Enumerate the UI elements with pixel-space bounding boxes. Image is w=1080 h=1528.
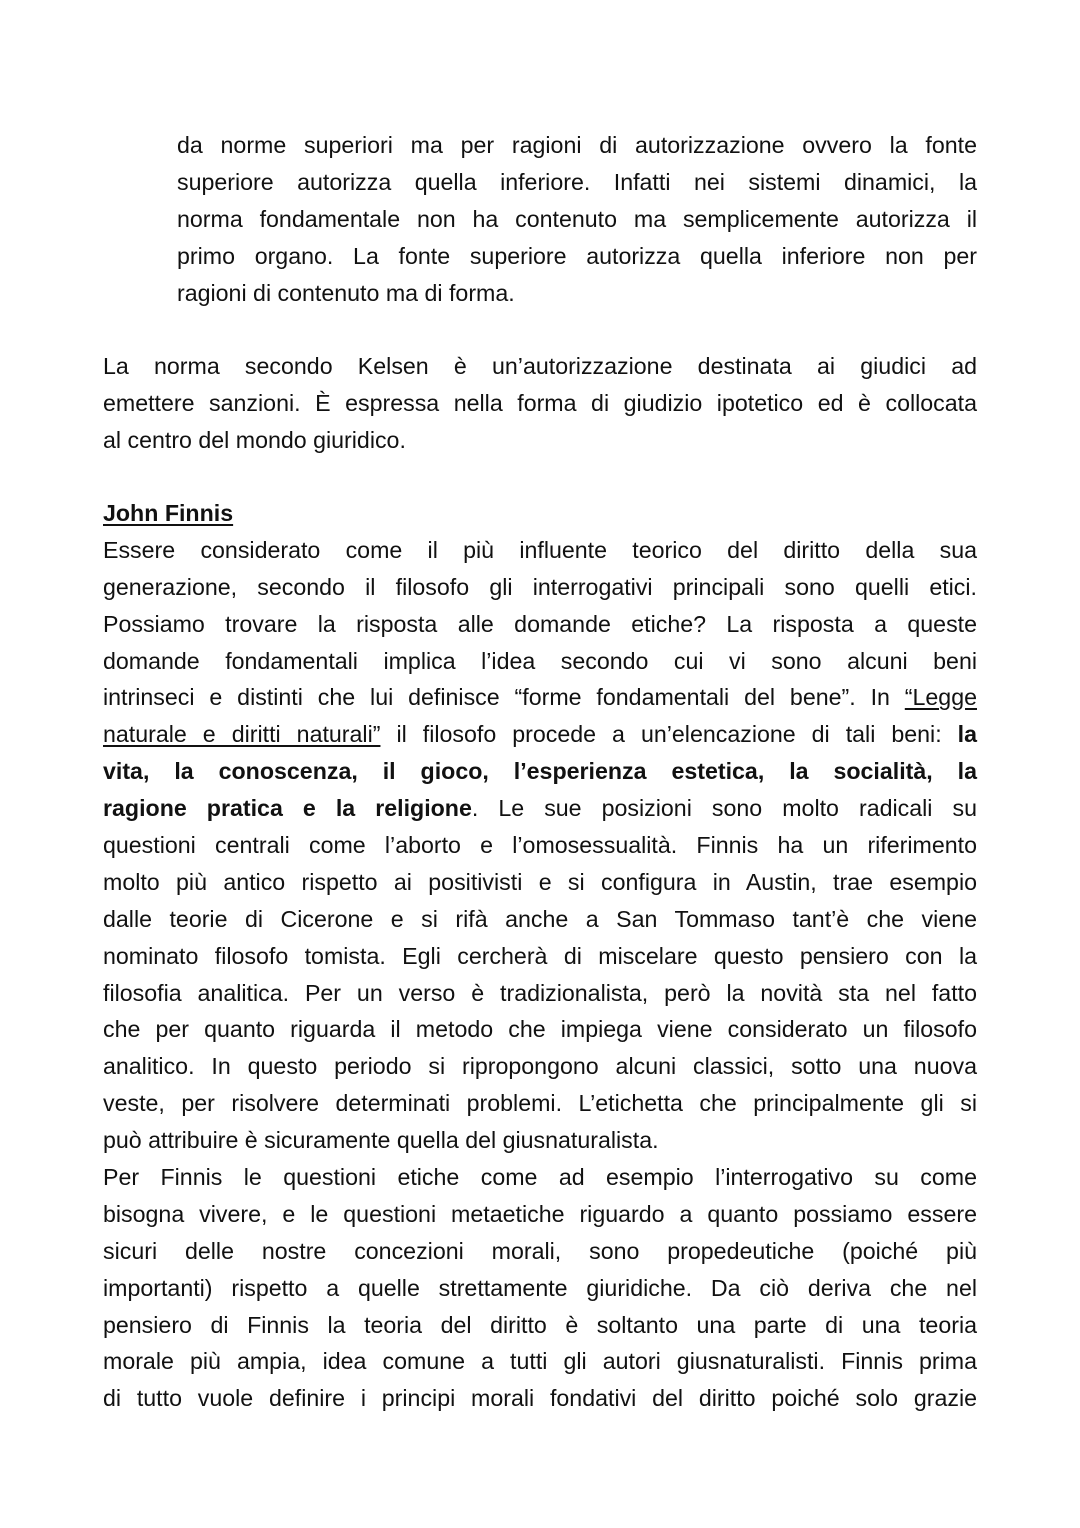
text-line [103,1122,977,1159]
text-segment: filosofia analitica. Per un verso è tradizionalista, però la novità sta nel fatto [103,979,977,1006]
text-line [103,1380,977,1417]
text-line [103,864,977,901]
text-segment: nominato filosofo tomista. Egli cercherà di miscelare questo pensiero con la [103,942,977,969]
bold-text: la [957,721,977,748]
text-segment: morale più ampia, idea comune a tutti gli autori giusnaturalisti. Finnis prima [103,1348,977,1375]
text-line [103,938,977,975]
underlined-text: John Finnis [103,500,234,526]
text-line [103,901,977,938]
text-segment: dalle teorie di Cicerone e si rifà anche a San Tommaso tant’è che viene [103,905,977,932]
text-line [103,385,977,422]
text-segment: pensiero di Finnis la teoria del diritto è soltanto una parte di una teoria [103,1311,977,1338]
text-line [103,679,977,716]
text-line [103,348,977,385]
text-segment: può attribuire è sicuramente quella del giusnaturalista. [103,1127,659,1154]
section-john-finnis [103,495,977,1417]
text-segment: Essere considerato come il più influente teorico del diritto della sua [103,536,977,563]
text-segment: questioni centrali come l’aborto e l’omosessualità. Finnis ha un riferimento [103,832,977,859]
text-segment: da norme superiori ma per ragioni di autorizzazione ovvero la fonte [177,132,977,158]
text-line [177,201,977,238]
text-line [177,164,977,201]
text-line [103,1270,977,1307]
text-segment: emettere sanzioni. È espressa nella forma di giudizio ipotetico ed è collocata [103,389,977,416]
bold-text: ragione pratica e la religione [103,795,472,822]
text-segment: di tutto vuole definire i principi morali fondativi del diritto poiché solo grazie [103,1385,977,1412]
text-segment: La norma secondo Kelsen è un’autorizzazione destinata ai giudici ad [103,353,977,379]
text-line [103,1343,977,1380]
text-line [103,827,977,864]
text-line [103,1085,977,1122]
text-segment: analitico. In questo periodo si ripropongono alcuni classici, sotto una nuova [103,1053,977,1080]
text-segment: bisogna vivere, e le questioni metaetiche riguardo a quanto possiamo essere [103,1200,977,1227]
text-line [103,606,977,643]
text-line [103,532,977,569]
text-line [103,1159,977,1196]
bold-text: vita, la conoscenza, il gioco, l’esperienza estetica, la socialità, la [103,758,977,785]
text-segment: Per Finnis le questioni etiche come ad esempio l’interrogativo su come [103,1164,977,1191]
underlined-text: naturale e diritti naturali” [103,721,381,748]
text-line [103,790,977,827]
text-line [103,1307,977,1344]
text-segment: . Le sue posizioni sono molto radicali su [471,795,977,822]
text-segment: che per quanto riguarda il metodo che impiega viene considerato un filosofo [103,1016,977,1043]
underlined-text: “Legge [904,684,977,711]
text-segment: norma fondamentale non ha contenuto ma semplicemente autorizza il [177,205,977,232]
text-line [103,1011,977,1048]
text-line [177,127,977,164]
text-line [103,1048,977,1085]
text-segment: il filosofo procede a un’elencazione di tali beni: [380,721,958,748]
text-segment: importanti) rispetto a quelle strettamente giuridiche. Da ciò deriva che nel [103,1274,977,1301]
paragraph-kelsen-norm [103,348,977,459]
text-line [103,975,977,1012]
text-line [103,716,977,753]
text-line [103,753,977,790]
text-segment: sicuri delle nostre concezioni morali, sono propedeutiche (poiché più [103,1237,977,1264]
text-line [103,1233,977,1270]
text-segment: generazione, secondo il filosofo gli interrogativi principali sono quelli etici. [103,573,977,600]
text-line [103,643,977,680]
text-line [177,238,977,275]
text-segment: superiore autorizza quella inferiore. Infatti nei sistemi dinamici, la [177,168,977,195]
text-segment: primo organo. La fonte superiore autorizza quella inferiore non per [177,242,977,269]
text-segment: Possiamo trovare la risposta alle domande etiche? La risposta a queste [103,610,977,637]
text-segment: veste, per risolvere determinati problemi. L’etichetta che principalmente gli si [103,1090,977,1117]
text-segment: molto più antico rispetto ai positivisti e si configura in Austin, trae esempio [103,868,977,895]
text-segment: domande fondamentali implica l’idea secondo cui vi sono alcuni beni [103,647,977,674]
text-line [103,422,977,459]
section-heading [103,495,977,532]
text-line [103,569,977,606]
text-segment: ragioni di contenuto ma di forma. [177,279,515,306]
text-line [177,275,977,312]
text-segment: al centro del mondo giuridico. [103,426,406,453]
text-segment: intrinseci e distinti che lui definisce “forme fondamentali del bene”. In [103,684,905,711]
paragraph-indented-continuation [177,127,977,311]
text-line [103,1196,977,1233]
